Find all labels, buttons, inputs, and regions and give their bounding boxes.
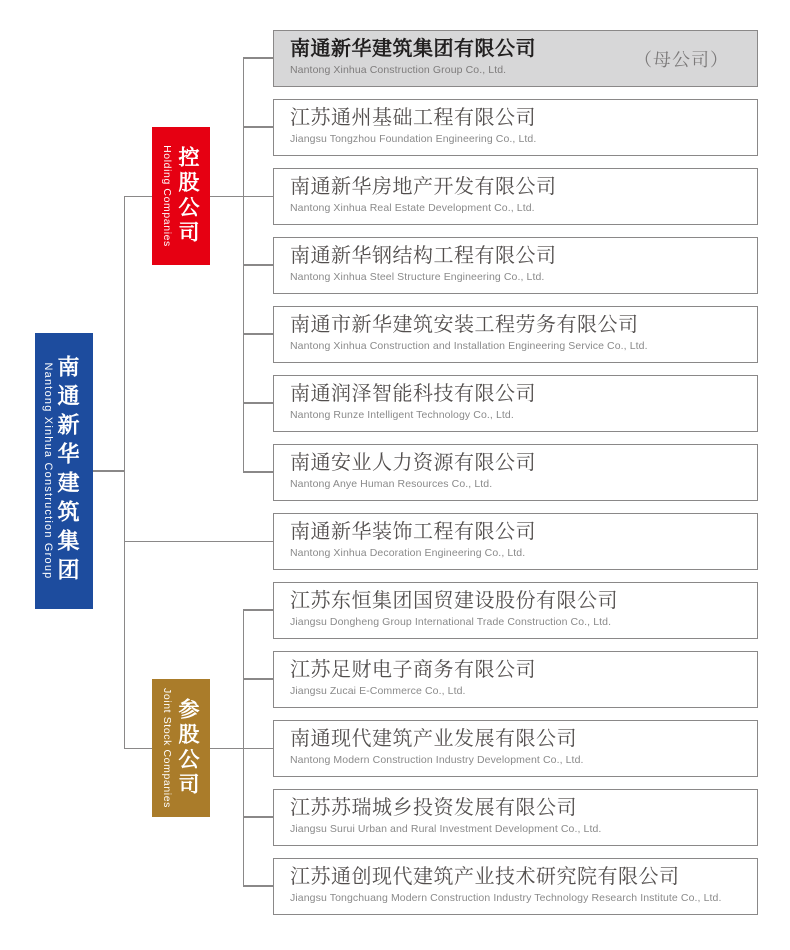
company-name-en: Jiangsu Tongzhou Foundation Engineering Co., Ltd. — [290, 133, 537, 145]
company-name-zh: 江苏通创现代建筑产业技术研究院有限公司 — [290, 866, 680, 888]
company-name-en: Nantong Xinhua Real Estate Development Co., Ltd. — [290, 202, 535, 214]
company-name-zh: 南通新华装饰工程有限公司 — [290, 521, 536, 543]
spine-stub-line — [243, 816, 274, 818]
root-group-box — [35, 333, 93, 609]
joint-label-en: Joint Stock Companies — [161, 688, 173, 808]
company-box — [273, 720, 758, 777]
company-name-zh: 南通新华房地产开发有限公司 — [290, 176, 557, 198]
company-box — [273, 444, 758, 501]
company-name-en: Nantong Xinhua Construction Group Co., Ltd. — [290, 64, 507, 76]
company-box — [273, 375, 758, 432]
company-box — [273, 30, 758, 87]
holding-companies-label-box — [152, 127, 210, 265]
holding-label-zh: 控股公司 — [176, 146, 199, 246]
spine-stub-line — [243, 471, 274, 473]
company-name-zh: 南通现代建筑产业发展有限公司 — [290, 728, 577, 750]
company-name-en: Jiangsu Zucai E-Commerce Co., Ltd. — [290, 685, 466, 697]
company-name-zh: 江苏苏瑞城乡投资发展有限公司 — [290, 797, 577, 819]
company-name-zh: 南通润泽智能科技有限公司 — [290, 383, 536, 405]
company-name-en: Nantong Xinhua Decoration Engineering Co., Ltd. — [290, 547, 526, 559]
company-box — [273, 651, 758, 708]
spine-stub-line — [243, 126, 274, 128]
joint-label-zh: 参股公司 — [176, 698, 199, 798]
spine-stub-line — [243, 609, 274, 611]
spine-stub-line — [243, 402, 274, 404]
joint-stock-companies-label-box — [152, 679, 210, 817]
company-name-zh: 江苏通州基础工程有限公司 — [290, 107, 536, 129]
company-box — [273, 582, 758, 639]
root-connector-line — [92, 470, 125, 472]
spine-stub-line — [243, 264, 274, 266]
company-box — [273, 168, 758, 225]
spine-stub-line — [243, 333, 274, 335]
company-box — [273, 99, 758, 156]
spine-stub-line — [243, 885, 274, 887]
root-group-name-en: Nantong Xinhua Construction Group — [42, 362, 54, 580]
company-name-zh: 南通市新华建筑安装工程劳务有限公司 — [290, 314, 639, 336]
company-name-en: Jiangsu Tongchuang Modern Construction Industry Technology Research Institute Co., Ltd. — [290, 892, 722, 904]
trunk-line — [124, 196, 126, 749]
company-box — [273, 513, 758, 570]
company-name-zh: 江苏足财电子商务有限公司 — [290, 659, 536, 681]
company-name-en: Nantong Anye Human Resources Co., Ltd. — [290, 478, 493, 490]
spine-stub-line — [243, 678, 274, 680]
holding-label-en: Holding Companies — [161, 145, 173, 247]
company-name-en: Nantong Xinhua Steel Structure Engineering Co., Ltd. — [290, 271, 545, 283]
company-name-zh: 南通新华建筑集团有限公司 — [290, 38, 536, 60]
company-box — [273, 789, 758, 846]
company-name-en: Nantong Runze Intelligent Technology Co., Ltd. — [290, 409, 514, 421]
company-box — [273, 306, 758, 363]
spine-stub-line — [243, 57, 274, 59]
company-name-zh: 江苏东恒集团国贸建设股份有限公司 — [290, 590, 618, 612]
decoration-branch-line — [124, 541, 274, 543]
company-name-zh: 南通安业人力资源有限公司 — [290, 452, 536, 474]
company-name-zh: 南通新华钢结构工程有限公司 — [290, 245, 557, 267]
root-group-name-zh: 南通新华建筑集团 — [55, 355, 80, 587]
company-name-en: Jiangsu Surui Urban and Rural Investment Development Co., Ltd. — [290, 823, 602, 835]
company-box — [273, 237, 758, 294]
company-name-en: Nantong Xinhua Construction and Installation Engineering Service Co., Ltd. — [290, 340, 648, 352]
company-box — [273, 858, 758, 915]
company-name-en: Nantong Modern Construction Industry Development Co., Ltd. — [290, 754, 584, 766]
parent-company-tag: （母公司） — [634, 49, 729, 70]
company-name-en: Jiangsu Dongheng Group International Trade Construction Co., Ltd. — [290, 616, 612, 628]
